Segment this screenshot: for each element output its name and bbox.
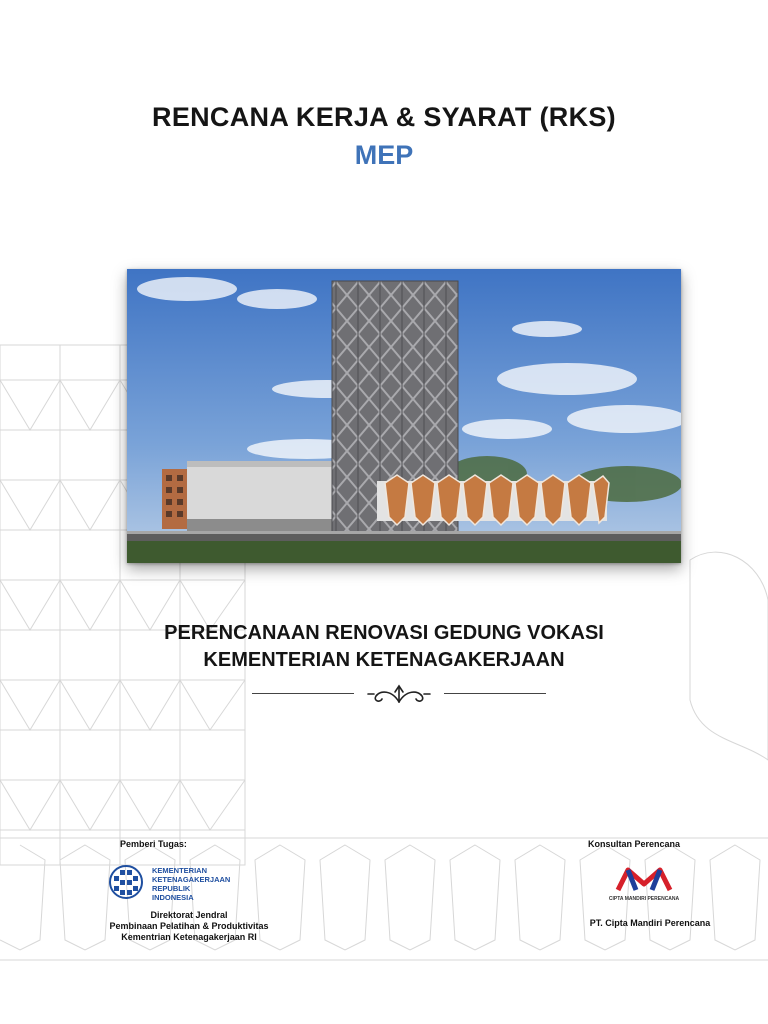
document-title: RENCANA KERJA & SYARAT (RKS) xyxy=(152,102,616,132)
cmp-logo-icon xyxy=(614,866,674,896)
consultant-label: Konsultan Perencana xyxy=(588,839,681,849)
project-title-line2: KEMENTERIAN KETENAGAKERJAAN xyxy=(203,649,565,671)
client-line1: Direktorat Jendral xyxy=(150,910,228,920)
divider-right xyxy=(444,693,546,694)
client-directorate xyxy=(60,910,318,943)
ornament-icon xyxy=(366,680,432,708)
consultant-name: PT. Cipta Mandiri Perencana xyxy=(589,918,711,928)
building-rendering-image xyxy=(127,269,681,563)
client-label: Pemberi Tugas: xyxy=(120,839,187,849)
client-line2: Pembinaan Pelatihan & Produktivitas xyxy=(109,921,269,931)
project-title xyxy=(0,620,768,674)
divider-left xyxy=(252,693,354,694)
kemnaker-logo-icon xyxy=(104,862,148,902)
cmp-logo-text: CIPTA MANDIRI PERENCANA xyxy=(608,896,680,902)
client-line3: Kementrian Ketenagakerjaan RI xyxy=(121,932,257,942)
document-subtitle: MEP xyxy=(354,140,414,170)
project-title-line1: PERENCANAAN RENOVASI GEDUNG VOKASI xyxy=(164,622,604,644)
kemnaker-logo-text: KEMENTERIAN KETENAGAKERJAAN REPUBLIK INDONESIA xyxy=(152,866,231,902)
